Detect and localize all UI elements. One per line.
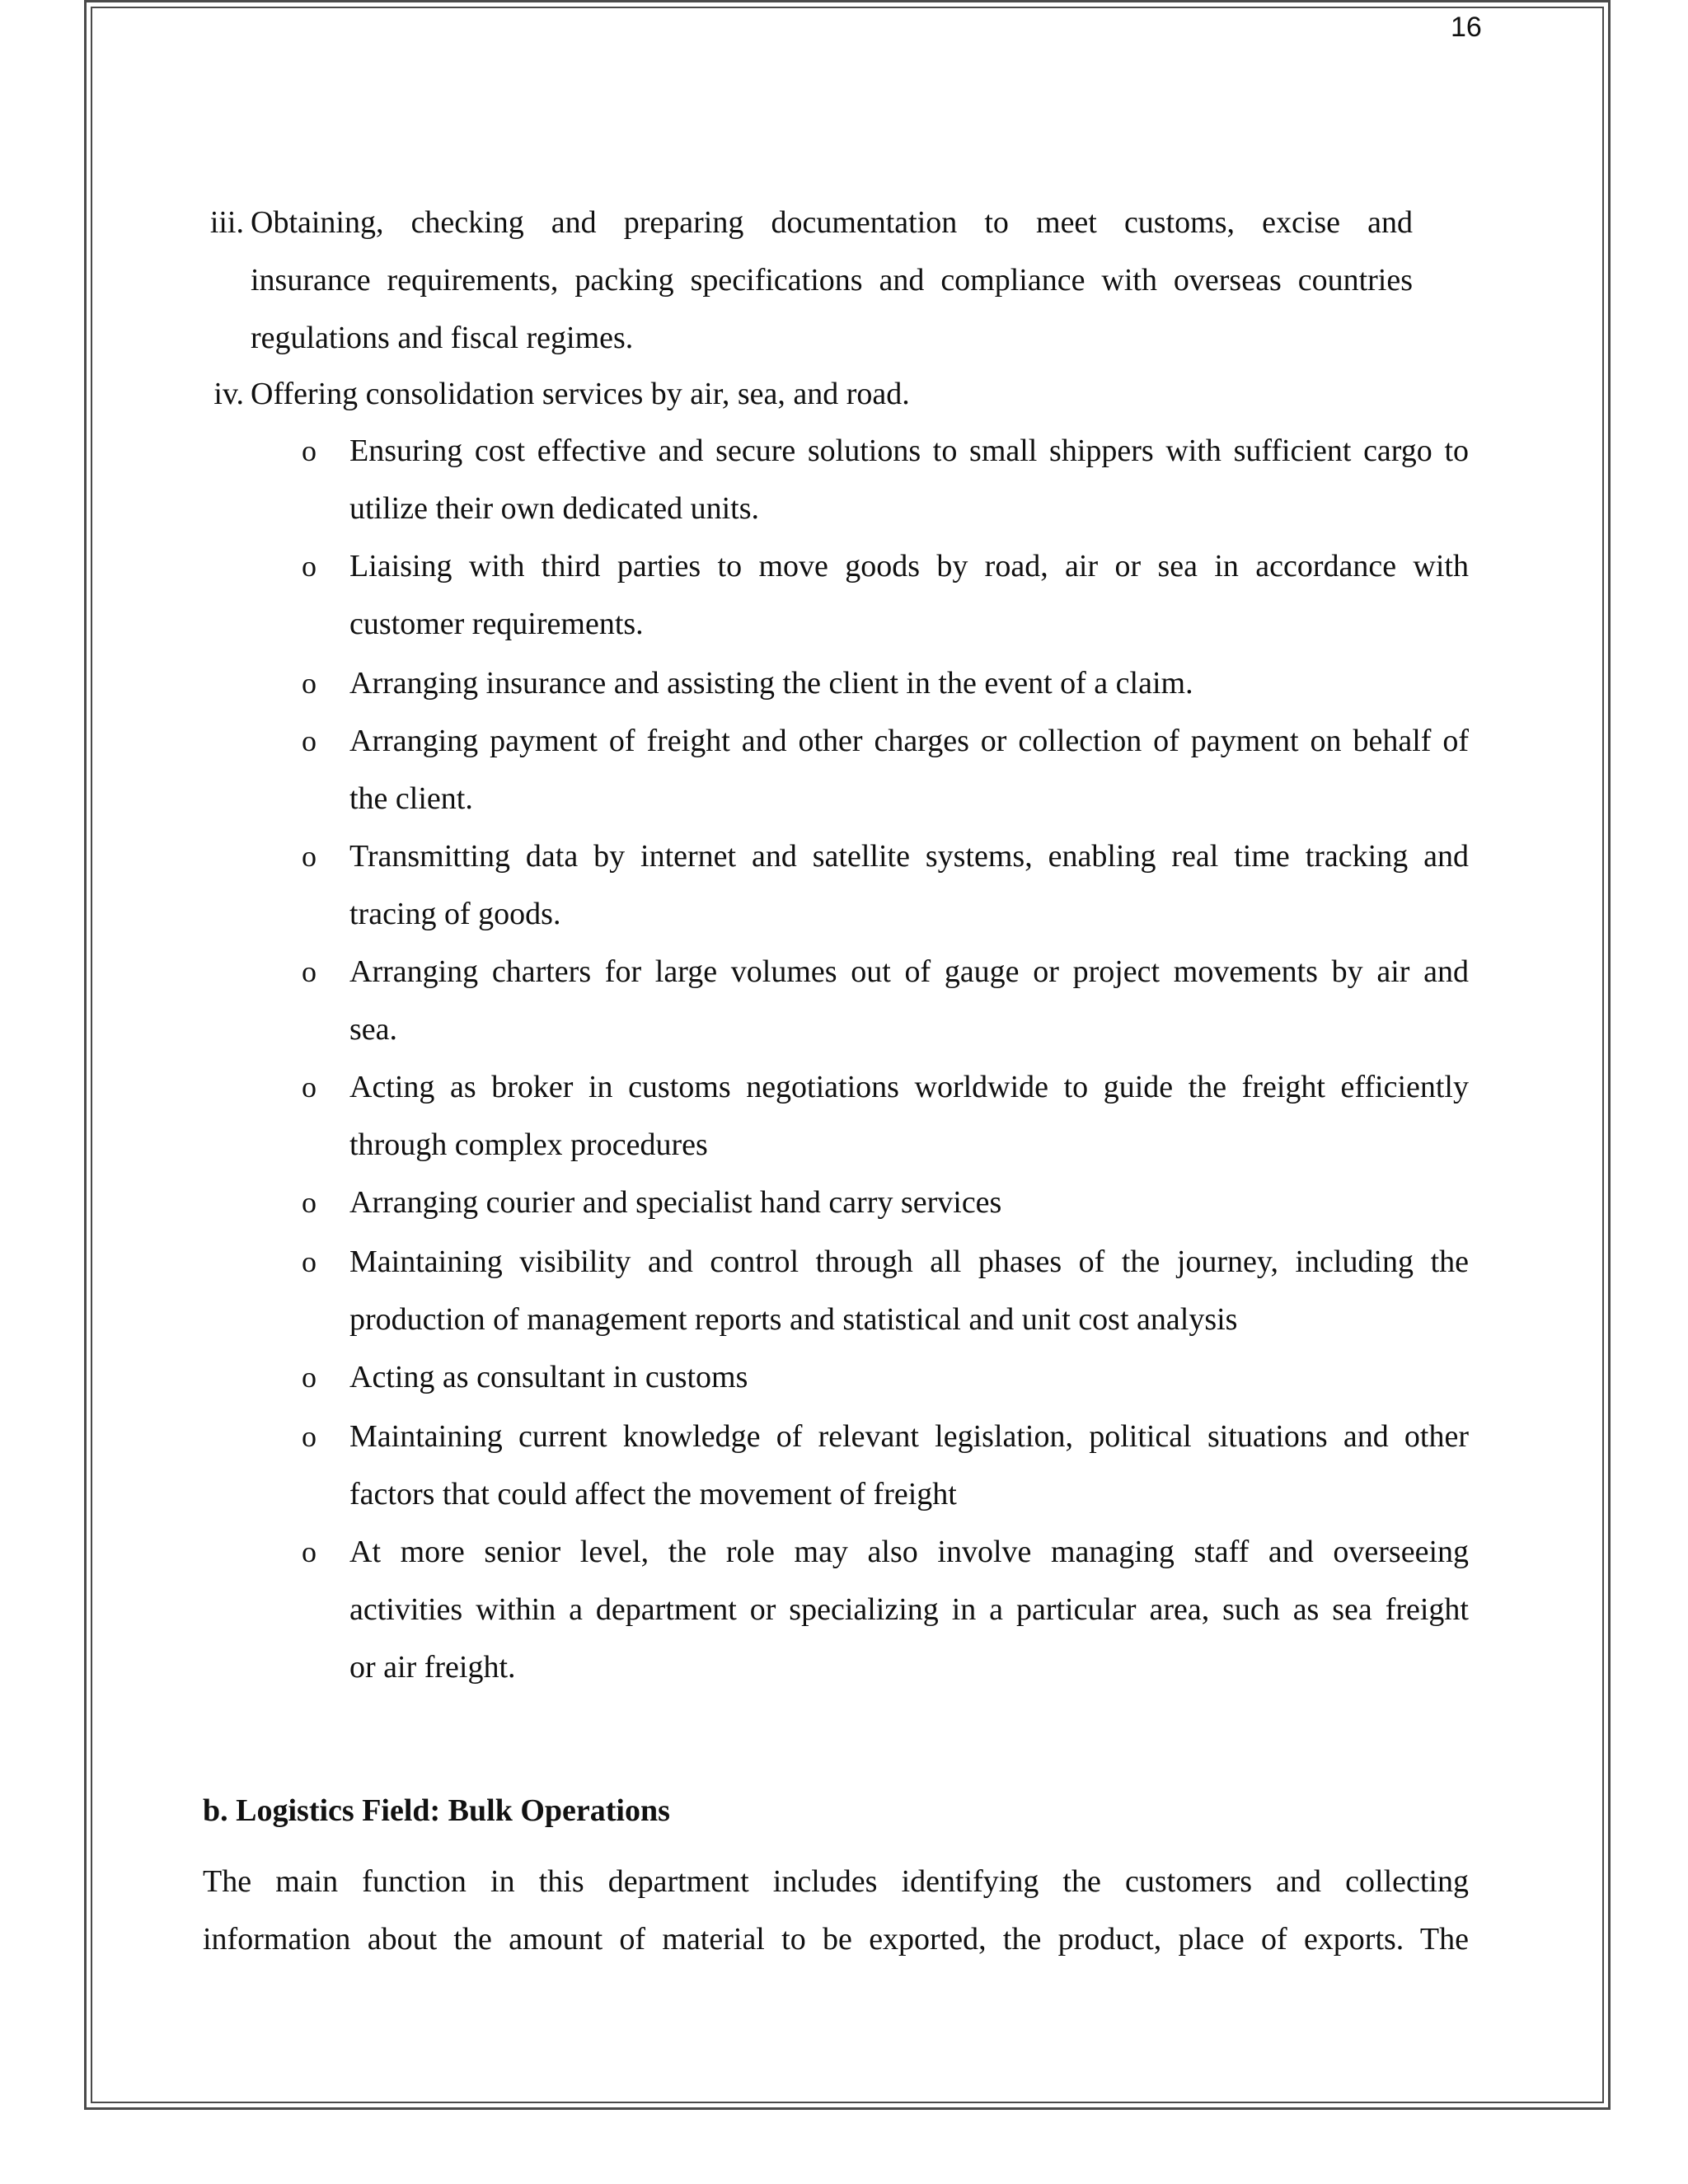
bullet-item-line: Arranging payment of freight and other charges or collection of payment on behalf of xyxy=(349,724,1469,758)
bullet-marker: o xyxy=(302,840,316,873)
bullet-item-line: Acting as consultant in customs xyxy=(349,1360,748,1394)
bullet-item-line: production of management reports and statistical and unit cost analysis xyxy=(349,1302,1238,1337)
bullet-item-line: Arranging insurance and assisting the client in the event of a claim. xyxy=(349,666,1193,701)
bullet-item-line: sea. xyxy=(349,1012,398,1047)
bullet-item xyxy=(349,537,1469,653)
bullet-marker: o xyxy=(302,1186,316,1219)
bullet-marker: o xyxy=(302,1361,316,1394)
bullet-marker: o xyxy=(302,1535,316,1568)
bullet-item-line: Acting as broker in customs negotiations worldwide to guide the freight efficiently xyxy=(349,1070,1469,1104)
bullet-item xyxy=(349,1058,1469,1174)
bullet-item xyxy=(349,422,1469,537)
bullet-item-line: At more senior level, the role may also involve managing staff and overseeing xyxy=(349,1535,1469,1569)
bullet-item-line: through complex procedures xyxy=(349,1127,708,1162)
list-item-iii xyxy=(251,194,1413,367)
bullet-item xyxy=(349,654,1469,712)
bullet-marker: o xyxy=(302,724,316,757)
bullet-item xyxy=(349,1523,1469,1696)
bullet-item-line: Transmitting data by internet and satellite systems, enabling real time tracking and xyxy=(349,839,1469,874)
bullet-item-line: the client. xyxy=(349,781,473,816)
list-marker-iii: iii. xyxy=(209,205,244,240)
body-paragraph xyxy=(203,1853,1469,1968)
bullet-item xyxy=(349,1408,1469,1523)
bullet-item xyxy=(349,1174,1469,1231)
bullet-item xyxy=(349,827,1469,943)
bullet-item-line: Ensuring cost effective and secure solutions to small shippers with sufficient cargo to xyxy=(349,434,1469,468)
bullet-marker: o xyxy=(302,550,316,583)
bullet-marker: o xyxy=(302,955,316,988)
list-item-line: Offering consolidation services by air, sea, and road. xyxy=(251,377,910,411)
bullet-item xyxy=(349,712,1469,827)
list-marker-iv: iv. xyxy=(213,377,244,411)
bullet-item-line: factors that could affect the movement of freight xyxy=(349,1477,957,1511)
bullet-item-line: tracing of goods. xyxy=(349,897,561,931)
bullet-item xyxy=(349,943,1469,1058)
list-item-iv xyxy=(251,365,1413,423)
bullet-item-line: activities within a department or specializing in a particular area, such as sea freight xyxy=(349,1592,1469,1627)
body-line: information about the amount of material to be exported, the product, place of exports. The xyxy=(203,1922,1469,1957)
bullet-item-line: Arranging charters for large volumes out of gauge or project movements by air and xyxy=(349,954,1469,989)
body-line: The main function in this department includes identifying the customers and collecting xyxy=(203,1864,1469,1899)
bullet-marker: o xyxy=(302,1071,316,1104)
bullet-marker: o xyxy=(302,1245,316,1278)
page-number: 16 xyxy=(1451,12,1482,43)
list-item-line: insurance requirements, packing specifications and compliance with overseas countries xyxy=(251,263,1413,298)
bullet-item xyxy=(349,1233,1469,1348)
bullet-item-line: Liaising with third parties to move goods by road, air or sea in accordance with xyxy=(349,549,1469,583)
list-item-line: regulations and fiscal regimes. xyxy=(251,321,634,355)
list-item-line: Obtaining, checking and preparing documentation to meet customs, excise and xyxy=(251,205,1413,240)
bullet-marker: o xyxy=(302,434,316,467)
bullet-item-line: Maintaining current knowledge of relevant legislation, political situations and other xyxy=(349,1419,1469,1454)
bullet-item-line: Maintaining visibility and control through all phases of the journey, including the xyxy=(349,1244,1469,1279)
bullet-marker: o xyxy=(302,1420,316,1453)
bullet-marker: o xyxy=(302,667,316,700)
bullet-item-line: or air freight. xyxy=(349,1650,516,1685)
section-heading: b. Logistics Field: Bulk Operations xyxy=(203,1793,670,1828)
bullet-item-line: utilize their own dedicated units. xyxy=(349,491,760,526)
bullet-item xyxy=(349,1348,1469,1406)
bullet-item-line: customer requirements. xyxy=(349,607,644,641)
bullet-item-line: Arranging courier and specialist hand carry services xyxy=(349,1185,1002,1220)
